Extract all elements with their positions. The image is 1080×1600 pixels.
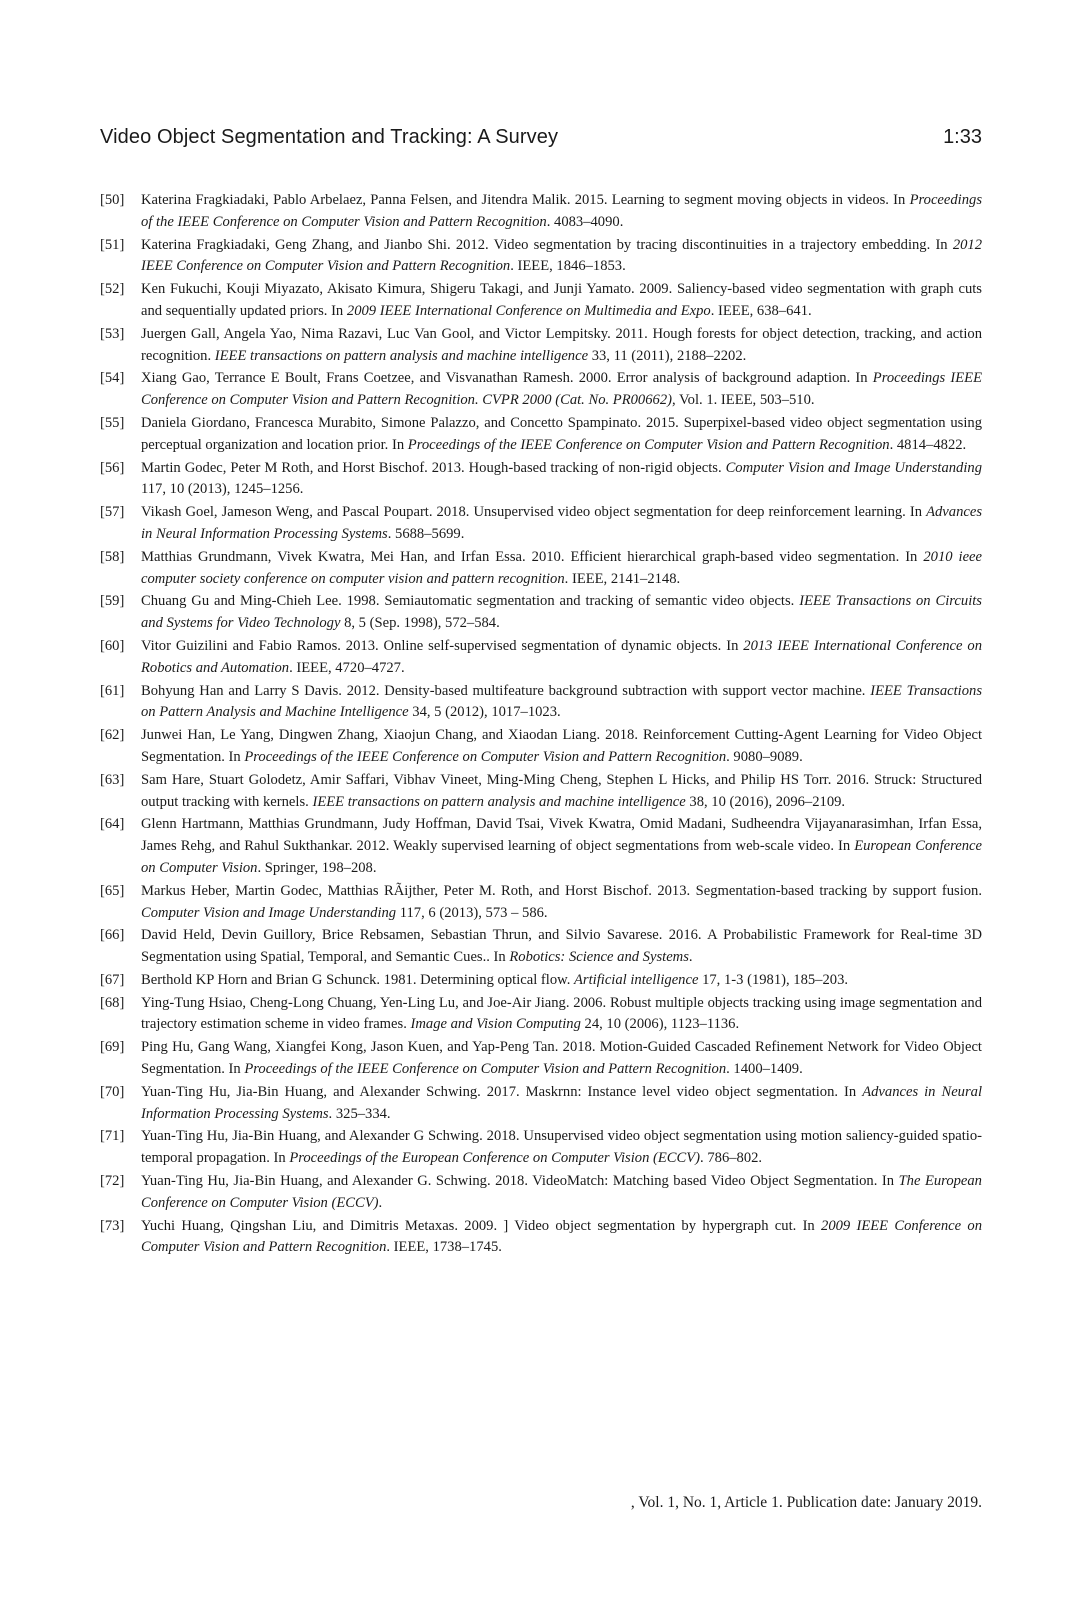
reference-entry xyxy=(100,458,982,502)
reference-entry xyxy=(100,1037,982,1081)
reference-venue: 2009 IEEE International Conference on Multimedia and Expo xyxy=(346,302,711,319)
reference-number: [50] xyxy=(100,192,125,208)
reference-details: 117, 10 (2013), 1245–1256. xyxy=(141,481,304,498)
reference-number: [59] xyxy=(100,593,125,610)
reference-entry xyxy=(100,235,982,279)
reference-venue: 2012 IEEE Conference on Computer Vision and Pattern Recognition xyxy=(141,236,982,275)
reference-authors-title: Ken Fukuchi, Kouji Miyazato, Akisato Kimura, Shigeru Takagi, and Junji Yamato. 2009. Saliency-based video segmentation with graph cuts and sequentially updated priors. In xyxy=(141,281,982,319)
reference-number: [64] xyxy=(100,816,125,833)
reference-venue: IEEE Transactions on Pattern Analysis and Machine Intelligence xyxy=(141,682,983,721)
reference-list xyxy=(100,190,982,1260)
reference-authors-title: David Held, Devin Guillory, Brice Rebsamen, Sebastian Thrun, and Silvio Savarese. 2016. A Probabilistic Framework for Real-time 3D Segmentation using Spatial, Temporal, and Semantic Cues.. In xyxy=(141,927,982,966)
reference-authors-title: Chuang Gu and Ming-Chieh Lee. 1998. Semiautomatic segmentation and tracking of semantic video objects. xyxy=(141,593,800,610)
reference-authors-title: Vikash Goel, Jameson Weng, and Pascal Poupart. 2018. Unsupervised video object segmentation for deep reinforcement learning. In xyxy=(141,504,927,521)
reference-number: [55] xyxy=(100,414,125,431)
reference-entry xyxy=(100,1171,982,1215)
reference-number: [54] xyxy=(100,370,125,387)
reference-entry xyxy=(100,636,982,680)
reference-details: 24, 10 (2006), 1123–1136. xyxy=(580,1016,740,1033)
reference-venue: 2010 ieee computer society conference on computer vision and pattern recognition xyxy=(141,548,982,587)
reference-authors-title: Yuan-Ting Hu, Jia-Bin Huang, and Alexander Schwing. 2017. Maskrnn: Instance level video object segmentation. In xyxy=(141,1083,863,1100)
reference-venue: Computer Vision and Image Understanding xyxy=(141,904,397,921)
reference-number: [61] xyxy=(100,682,125,699)
reference-entry xyxy=(100,1126,982,1170)
reference-number: [53] xyxy=(100,325,125,342)
reference-venue: Artificial intelligence xyxy=(574,971,699,988)
reference-venue: 2013 IEEE International Conference on Robotics and Automation xyxy=(141,637,982,676)
reference-venue: Robotics: Science and Systems xyxy=(509,949,689,966)
reference-entry xyxy=(100,993,982,1037)
reference-entry xyxy=(100,368,982,412)
page-number: 1:33 xyxy=(943,126,982,148)
reference-number: [63] xyxy=(100,771,125,788)
reference-number: [52] xyxy=(100,281,125,298)
reference-details: . IEEE, 2141–2148. xyxy=(564,570,681,587)
reference-venue: Proceedings of the IEEE Conference on Computer Vision and Pattern Recognition xyxy=(407,436,890,453)
reference-entry xyxy=(100,681,982,725)
reference-details: . 786–802. xyxy=(700,1150,763,1167)
reference-authors-title: Yuchi Huang, Qingshan Liu, and Dimitris Metaxas. 2009. ] Video object segmentation by hypergraph cut. In xyxy=(141,1217,822,1234)
reference-details: 117, 6 (2013), 573 – 586. xyxy=(396,904,548,921)
reference-authors-title: Yuan-Ting Hu, Jia-Bin Huang, and Alexander G Schwing. 2018. Unsupervised video object segmentation using motion saliency-guided spatio-temporal propagation. In xyxy=(141,1128,982,1167)
reference-number: [60] xyxy=(100,637,125,654)
reference-authors-title: Ying-Tung Hsiao, Cheng-Long Chuang, Yen-Ling Lu, and Joe-Air Jiang. 2006. Robust multiple objects tracking using image segmentation and trajectory estimation scheme in video frames. xyxy=(141,994,982,1033)
reference-number: [73] xyxy=(100,1217,125,1234)
reference-number: [58] xyxy=(100,548,125,565)
publication-footer: , Vol. 1, No. 1, Article 1. Publication date: January 2019. xyxy=(630,1494,982,1511)
reference-entry xyxy=(100,925,982,969)
reference-entry xyxy=(100,324,982,368)
reference-authors-title: Glenn Hartmann, Matthias Grundmann, Judy Hoffman, David Tsai, Vivek Kwatra, Omid Madani, Sudheendra Vijayanarasimhan, Irfan Essa, James Rehg, and Rahul Sukthankar. 2012. Weakly supervised learning of object segmentations from web-scale video. In xyxy=(141,816,982,855)
reference-details: 8, 5 (Sep. 1998), 572–584. xyxy=(340,615,500,632)
reference-number: [67] xyxy=(100,971,125,988)
reference-authors-title: Katerina Fragkiadaki, Geng Zhang, and Jianbo Shi. 2012. Video segmentation by tracing discontinuities in a trajectory embedding. In xyxy=(141,236,953,253)
reference-number: [72] xyxy=(100,1173,125,1190)
reference-authors-title: Vitor Guizilini and Fabio Ramos. 2013. Online self-supervised segmentation of dynamic objects. In xyxy=(141,637,744,654)
reference-authors-title: Ping Hu, Gang Wang, Xiangfei Kong, Jason Kuen, and Yap-Peng Tan. 2018. Motion-Guided Cascaded Refinement Network for Video Object Segmentation. In xyxy=(141,1039,982,1078)
running-header xyxy=(100,126,982,156)
reference-number: [65] xyxy=(100,882,125,899)
reference-authors-title: Berthold KP Horn and Brian G Schunck. 1981. Determining optical flow. xyxy=(141,971,575,988)
reference-venue: Proceedings IEEE Conference on Computer Vision and Pattern Recognition. CVPR 2000 (Cat. No. PR00662) xyxy=(141,370,982,409)
reference-number: [62] xyxy=(100,727,125,744)
reference-authors-title: Junwei Han, Le Yang, Dingwen Zhang, Xiaojun Chang, and Xiaodan Liang. 2018. Reinforcement Cutting-Agent Learning for Video Object Segmentation. In xyxy=(141,727,982,765)
reference-details: . 9080–9089. xyxy=(726,748,803,765)
reference-venue: Proceedings of the IEEE Conference on Computer Vision and Pattern Recognition xyxy=(141,192,982,230)
reference-authors-title: Sam Hare, Stuart Golodetz, Amir Saffari, Vibhav Vineet, Ming-Ming Cheng, Stephen L Hicks, and Philip HS Torr. 2016. Struck: Structured output tracking with kernels. xyxy=(141,771,982,810)
reference-details: . IEEE, 1846–1853. xyxy=(510,258,626,275)
reference-entry xyxy=(100,770,982,814)
reference-details: . Springer, 198–208. xyxy=(257,859,377,876)
reference-entry xyxy=(100,1216,982,1260)
reference-entry xyxy=(100,190,982,234)
reference-venue: European Conference on Computer Vision xyxy=(141,838,982,876)
reference-authors-title: Katerina Fragkiadaki, Pablo Arbelaez, Panna Felsen, and Jitendra Malik. 2015. Learning to segment moving objects in videos. In xyxy=(141,192,910,208)
reference-details: . 325–334. xyxy=(328,1105,391,1122)
reference-entry xyxy=(100,413,982,457)
reference-entry xyxy=(100,502,982,546)
reference-venue: Proceedings of the IEEE Conference on Computer Vision and Pattern Recognition xyxy=(244,1061,727,1078)
reference-number: [70] xyxy=(100,1083,125,1100)
reference-details: . 4814–4822. xyxy=(889,436,967,453)
reference-details: . IEEE, 638–641. xyxy=(710,302,812,319)
reference-venue: The European Conference on Computer Vision (ECCV) xyxy=(141,1173,982,1211)
reference-venue: Image and Vision Computing xyxy=(410,1016,581,1033)
reference-venue: IEEE transactions on pattern analysis and machine intelligence xyxy=(214,347,589,364)
reference-venue: Computer Vision and Image Understanding xyxy=(725,459,982,476)
reference-details: . IEEE, 4720–4727. xyxy=(289,659,405,676)
reference-details: , Vol. 1. IEEE, 503–510. xyxy=(671,392,815,409)
reference-venue: Advances in Neural Information Processing Systems xyxy=(141,1083,982,1122)
reference-venue: Advances in Neural Information Processing Systems xyxy=(141,504,982,542)
reference-details: . xyxy=(378,1194,383,1211)
reference-details: 17, 1-3 (1981), 185–203. xyxy=(698,971,849,988)
reference-authors-title: Yuan-Ting Hu, Jia-Bin Huang, and Alexander G. Schwing. 2018. VideoMatch: Matching based Video Object Segmentation. In xyxy=(141,1173,899,1190)
reference-entry xyxy=(100,591,982,635)
reference-venue: IEEE Transactions on Circuits and Systems for Video Technology xyxy=(141,593,982,632)
reference-authors-title: Matthias Grundmann, Vivek Kwatra, Mei Han, and Irfan Essa. 2010. Efficient hierarchical graph-based video segmentation. In xyxy=(141,548,924,565)
reference-entry xyxy=(100,970,982,992)
reference-entry xyxy=(100,814,982,879)
reference-details: 34, 5 (2012), 1017–1023. xyxy=(408,704,561,721)
reference-authors-title: Martin Godec, Peter M Roth, and Horst Bischof. 2013. Hough-based tracking of non-rigid objects. xyxy=(141,459,726,476)
reference-details: . IEEE, 1738–1745. xyxy=(386,1239,502,1256)
reference-venue: Proceedings of the IEEE Conference on Computer Vision and Pattern Recognition xyxy=(244,748,727,765)
reference-number: [69] xyxy=(100,1039,125,1056)
reference-number: [68] xyxy=(100,994,125,1011)
reference-venue: IEEE transactions on pattern analysis and machine intelligence xyxy=(312,793,686,810)
reference-entry xyxy=(100,547,982,591)
reference-number: [66] xyxy=(100,927,125,944)
reference-details: . 1400–1409. xyxy=(726,1061,803,1078)
reference-entry xyxy=(100,725,982,769)
reference-entry xyxy=(100,1082,982,1126)
reference-number: [71] xyxy=(100,1128,125,1145)
reference-number: [57] xyxy=(100,504,125,521)
reference-venue: Proceedings of the European Conference on Computer Vision (ECCV) xyxy=(289,1150,701,1167)
reference-details: . xyxy=(688,949,693,966)
reference-authors-title: Juergen Gall, Angela Yao, Nima Razavi, Luc Van Gool, and Victor Lempitsky. 2011. Hough forests for object detection, tracking, and action recognition. xyxy=(141,325,982,364)
reference-entry xyxy=(100,881,982,925)
reference-details: 38, 10 (2016), 2096–2109. xyxy=(685,793,846,810)
reference-authors-title: Markus Heber, Martin Godec, Matthias RÃijther, Peter M. Roth, and Horst Bischof. 2013. Segmentation-based tracking by support fusion. xyxy=(141,882,982,899)
reference-authors-title: Bohyung Han and Larry S Davis. 2012. Density-based multifeature background subtraction with support vector machine. xyxy=(141,682,871,699)
reference-details: . 5688–5699. xyxy=(387,525,465,542)
reference-authors-title: Daniela Giordano, Francesca Murabito, Simone Palazzo, and Concetto Spampinato. 2015. Superpixel-based video object segmentation using perceptual organization and location prior. In xyxy=(141,414,982,453)
reference-entry xyxy=(100,279,982,323)
running-title: Video Object Segmentation and Tracking: A Survey xyxy=(100,126,559,148)
reference-number: [51] xyxy=(100,236,125,253)
reference-venue: 2009 IEEE Conference on Computer Vision and Pattern Recognition xyxy=(141,1217,982,1256)
reference-number: [56] xyxy=(100,459,125,476)
reference-authors-title: Xiang Gao, Terrance E Boult, Frans Coetzee, and Visvanathan Ramesh. 2000. Error analysis of background adaption. In xyxy=(141,370,873,387)
reference-details: 33, 11 (2011), 2188–2202. xyxy=(588,347,747,364)
reference-details: . 4083–4090. xyxy=(546,213,624,230)
